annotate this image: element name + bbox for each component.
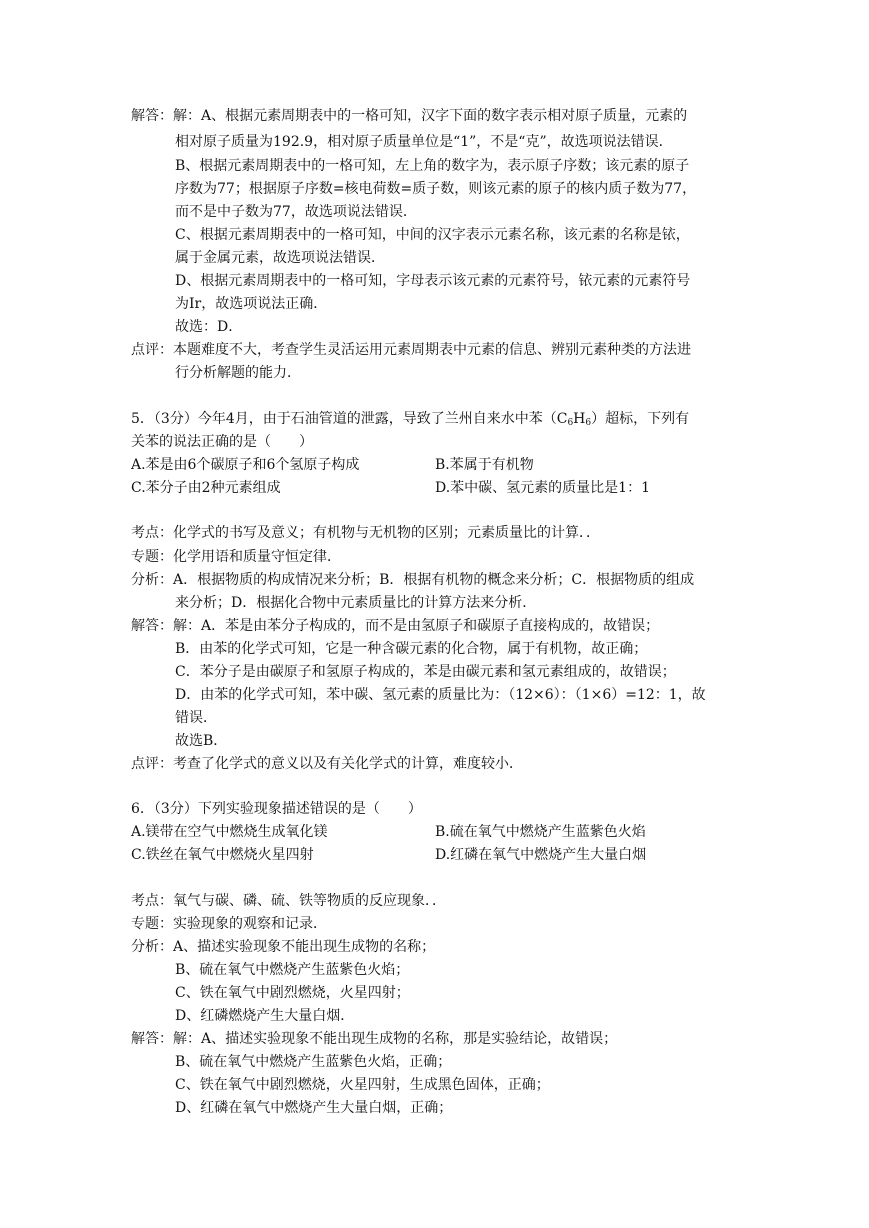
topic: 专题：实验现象的观察和记录．: [131, 916, 327, 932]
option-d: D.苯中碳、氢元素的质量比是1：1: [435, 480, 650, 496]
comment-line: 点评：考查了化学式的意义以及有关化学式的计算，难度较小．: [131, 756, 523, 772]
answer-line: C、铁在氧气中剧烈燃烧，火星四射，生成黑色固体，正确；: [175, 1077, 550, 1093]
answer-line: 解答：解：A、根据元素周期表中的一格可知，汉字下面的数字表示相对原子质量，元素的: [131, 108, 688, 124]
answer-line: 解答：解：A、描述实验现象不能出现生成物的名称，那是实验结论，故错误；: [131, 1031, 618, 1047]
answer-line: C、根据元素周期表中的一格可知，中间的汉字表示元素名称，该元素的名称是铱，: [175, 227, 690, 243]
answer-line: D．由苯的化学式可知，苯中碳、氢元素的质量比为：（12×6）：（1×6）=12：1，故: [175, 687, 706, 703]
answer-line: 错误．: [175, 710, 217, 726]
option-d: D.红磷在氧气中燃烧产生大量白烟: [435, 847, 647, 863]
answer-line: 解答：解：A．苯是由苯分子构成的，而不是由氢原子和碳原子直接构成的，故错误；: [131, 618, 660, 634]
analysis-line: B、硫在氧气中燃烧产生蓝紫色火焰；: [175, 962, 410, 978]
question-5-stem: 5．（3分）今年4月，由于石油管道的泄露，导致了兰州自来水中苯$(C_6H_6)$超标，下列有: [131, 411, 690, 428]
answer-conclusion: 故选：D．: [175, 319, 243, 335]
topic: 专题：化学用语和质量守恒定律．: [131, 549, 341, 565]
analysis-line: 分析：A、描述实验现象不能出现生成物的名称；: [131, 939, 436, 955]
option-a: A.苯是由6个碳原子和6个氢原子构成: [131, 457, 360, 473]
answer-line: D、红磷在氧气中燃烧产生大量白烟，正确；: [175, 1100, 453, 1116]
answer-line: 而不是中子数为77，故选项说法错误．: [175, 204, 417, 220]
option-b: B.硫在氧气中燃烧产生蓝紫色火焰: [435, 824, 646, 840]
question-6-stem: 6．（3分）下列实验现象描述错误的是（ ）: [131, 801, 422, 817]
option-a: A.镁带在空气中燃烧生成氧化镁: [131, 824, 328, 840]
answer-line: C．苯分子是由碳原子和氢原子构成的，苯是由碳元素和氢元素组成的，故错误；: [175, 664, 676, 680]
knowledge-point: 考点：化学式的书写及意义；有机物与无机物的区别；元素质量比的计算．．: [131, 525, 600, 541]
analysis-line: C、铁在氧气中剧烈燃烧，火星四射；: [175, 985, 410, 1001]
answer-line: D、根据元素周期表中的一格可知，字母表示该元素的元素符号，铱元素的元素符号: [175, 273, 691, 289]
answer-line: B．由苯的化学式可知，它是一种含碳元素的化合物，属于有机物，故正确；: [175, 641, 648, 657]
question-5-stem: 关苯的说法正确的是（ ）: [131, 434, 313, 450]
answer-line: 相对原子质量为192.9，相对原子质量单位是“1”，不是“克”，故选项说法错误．: [175, 134, 673, 150]
option-c: C.铁丝在氧气中燃烧火星四射: [131, 847, 314, 863]
option-c: C.苯分子由2种元素组成: [131, 480, 281, 496]
comment-line: 点评：本题难度不大，考查学生灵活运用元素周期表中元素的信息、辨别元素种类的方法进: [131, 342, 691, 358]
answer-line: 为Ir，故选项说法正确．: [175, 296, 328, 312]
option-b: B.苯属于有机物: [435, 457, 534, 473]
comment-line: 行分析解题的能力．: [175, 365, 301, 381]
analysis-line: 来分析；D．根据化合物中元素质量比的计算方法来分析．: [175, 595, 537, 611]
answer-line: 属于金属元素，故选项说法错误．: [175, 250, 385, 266]
answer-line: B、硫在氧气中燃烧产生蓝紫色火焰，正确；: [175, 1054, 452, 1070]
answer-conclusion: 故选B．: [175, 733, 228, 749]
analysis-line: 分析：A．根据物质的构成情况来分析；B．根据有机物的概念来分析；C．根据物质的组成: [131, 572, 695, 588]
knowledge-point: 考点：氧气与碳、磷、硫、铁等物质的反应现象．．: [131, 893, 446, 909]
answer-line: 序数为77；根据原子序数=核电荷数=质子数，则该元素的原子的核内质子数为77，: [175, 181, 697, 197]
analysis-line: D、红磷燃烧产生大量白烟．: [175, 1008, 355, 1024]
answer-line: B、根据元素周期表中的一格可知，左上角的数字为，表示原子序数；该元素的原子: [175, 158, 690, 174]
